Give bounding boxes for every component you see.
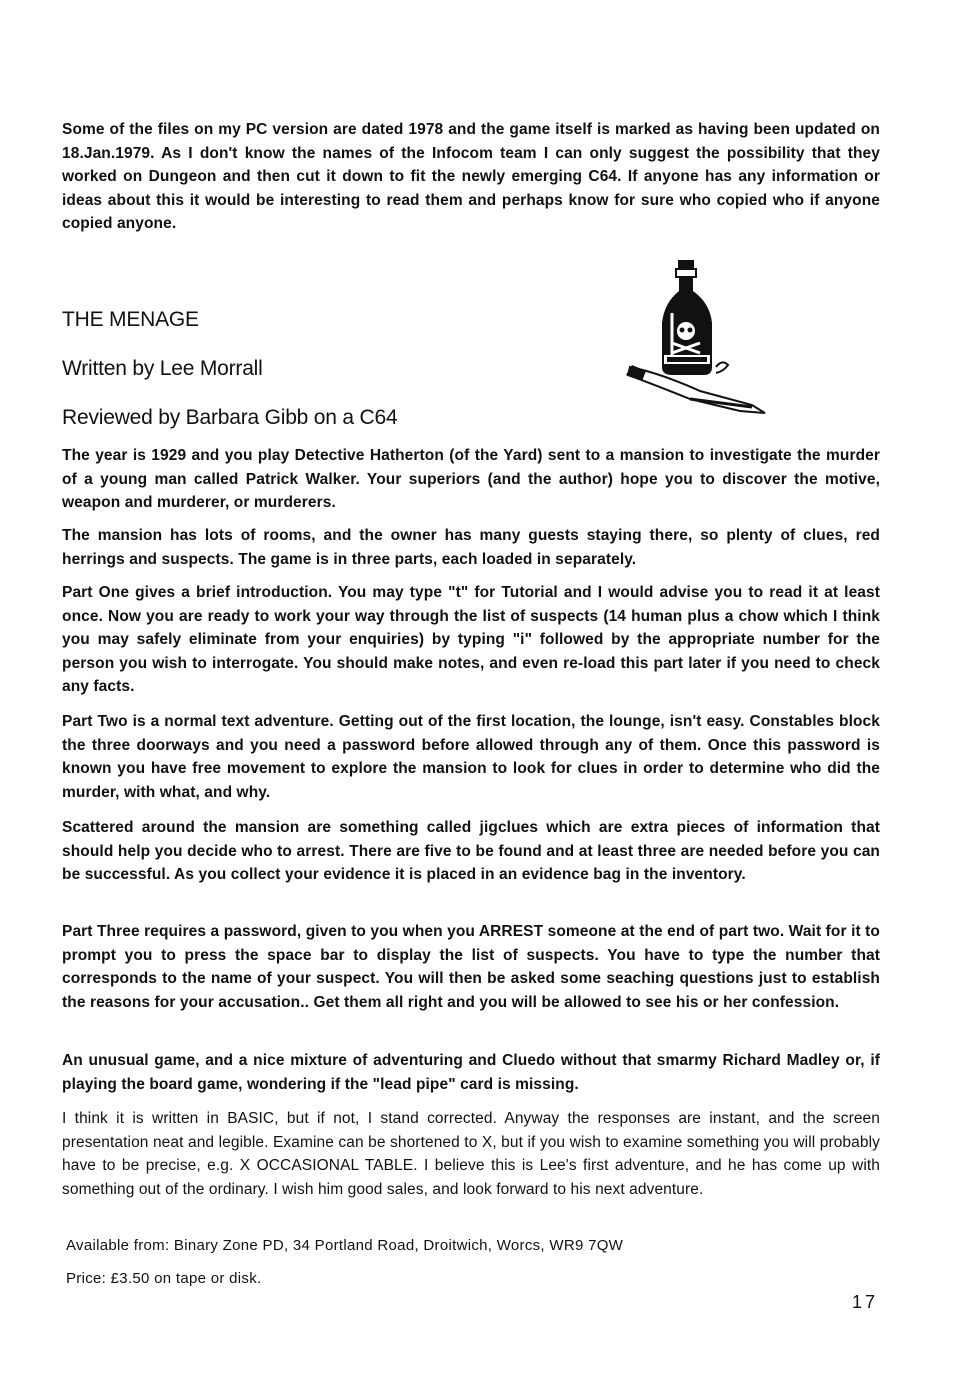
review-paragraph-8: I think it is written in BASIC, but if not, I stand corrected. Anyway the responses are instant, and the screen presentation neat and legible. Examine can be shortened to X, but if you wish to examine something you will probably have to be precise, e.g. X OCCASIONAL TABLE. I believe this is Lee's first adventure, and he has come up with something out of the ordinary. I wish him good sales, and look forward to his next adventure. <box>62 1110 880 1198</box>
review-paragraph-5: Scattered around the mansion are something called jigclues which are extra pieces of information that should help you decide who to arrest. There are five to be found and at least three are needed before you can be successful. As you collect your evidence it is placed in an evidence bag in the inventory. <box>62 819 880 884</box>
review-paragraph-6: Part Three requires a password, given to you when you ARREST someone at the end of part two. Wait for it to prompt you to press the space bar to display the list of suspects. You have to type the number that corresponds to the name of your suspect. You will then be asked some seaching questions just to establish the reasons for your accusation.. Get them all right and you will be allowed to see his or her confession. <box>62 923 880 1011</box>
price-line: Price: £3.50 on tape or disk. <box>66 1270 262 1287</box>
review-paragraph-4: Part Two is a normal text adventure. Getting out of the first location, the lounge, isn't easy. Constables block the three doorways and you need a password before allowed through any of them. Once this password is known you have free movement to explore the mansion to look for clues in order to determine who did the murder, with what, and why. <box>62 713 880 801</box>
review-title: THE MENAGE <box>62 308 199 331</box>
review-paragraph-7: An unusual game, and a nice mixture of adventuring and Cluedo without that smarmy Richard Madley or, if playing the board game, wondering if the "lead pipe" card is missing. <box>62 1052 880 1093</box>
review-paragraph-1: The year is 1929 and you play Detective Hatherton (of the Yard) sent to a mansion to investigate the murder of a young man called Patrick Walker. Your superiors (and the author) hope you to discover the motive, weapon and murderer, or murderers. <box>62 447 880 512</box>
poison-bottle-icon <box>620 255 770 425</box>
review-paragraph-3: Part One gives a brief introduction. You may type "t" for Tutorial and I would advise you to read it at least once. Now you are ready to work your way through the list of suspects (14 human plus a chow which I think you may safely eliminate from your enquiries) by typing "i" followed by the appropriate number for the person you wish to interrogate. You should make notes, and even re-load this part later if you need to check any facts. <box>62 584 880 696</box>
poison-bottle-illustration <box>620 255 770 425</box>
availability-line: Available from: Binary Zone PD, 34 Portland Road, Droitwich, Worcs, WR9 7QW <box>66 1237 624 1254</box>
author-line: Written by Lee Morrall <box>62 357 263 380</box>
review-paragraph-2: The mansion has lots of rooms, and the owner has many guests staying there, so plenty of clues, red herrings and suspects. The game is in three parts, each loaded in separately. <box>62 527 880 568</box>
reviewer-line: Reviewed by Barbara Gibb on a C64 <box>62 406 398 429</box>
page-number: 17 <box>852 1292 879 1312</box>
intro-paragraph: Some of the files on my PC version are dated 1978 and the game itself is marked as having been updated on 18.Jan.1979. As I don't know the names of the Infocom team I can only suggest the possibility that they worked on Dungeon and then cut it down to fit the newly emerging C64. If anyone has any information or ideas about this it would be interesting to read them and perhaps know for sure who copied who if anyone copied anyone. <box>62 121 880 233</box>
